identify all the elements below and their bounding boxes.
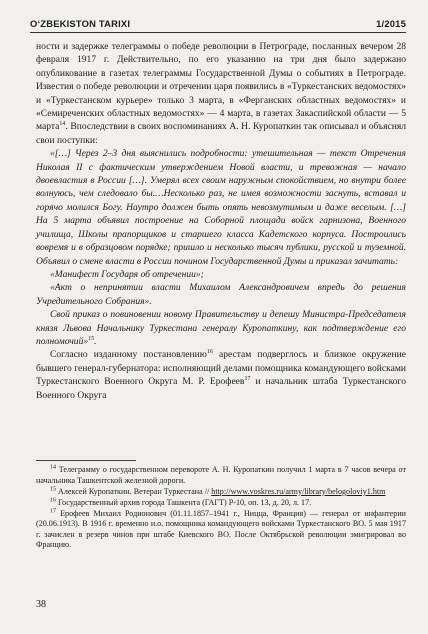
- paragraph: Согласно изданному постановлению$^{16}$ арестам подверглось и близкое окружение бывшего генерал-губернатора: исполняющий делами помощника командующего войсками Туркестанского Военного Округа М. Р. Ерофеев$^{17}$ и начальник штаба Туркестанского Военного Округа: [36, 349, 406, 401]
- quote-paragraph: «Манифест Государя об отречении»;: [50, 268, 204, 280]
- footnote: $^{16}$ Государственный архив города Ташкента (ГАГТ) Р-10, оп. 13, д. 20, л. 17.: [50, 496, 312, 507]
- footnote: $^{17}$ Ерофеев Михаил Родионович (01.11.1857–1941 г., Ницца, Франция) — генерал от инфантерии (20.06.1913). В 1916 г. временно и.о. помощника командующего войсками Туркестанского ВО. 5 мая 1917 г. зачислен в резерв чинов при штабе Киевского ВО. После Октябрьской революции эмигрировал во Францию.: [36, 507, 406, 549]
- footnote-rule: [36, 460, 136, 461]
- main-text: [36, 40, 406, 402]
- journal-title: O‘ZBEKISTON TARIXI: [30, 18, 131, 29]
- quote-paragraph: «Акт о непринятии власти Михаилом Александровичем впредь до решения Учредительного Собрания».: [36, 282, 406, 307]
- paragraph: ности и задержке телеграммы о победе революции в Петрограде, посланных вечером 28 февраля 1917 г. Действительно, по его указанию на три дня было задержано опубликование в газетах телеграммы Государственной Думы о событиях в Петрограде. Известия о победе революции и отречении царя появились в «Туркестанских ведомостях» и «Туркестанском курьере» только 3 марта, в «Ферганских областных ведомостях» и «Семиреченских областных ведомостях» — 4 марта, в газетах Закаспийской области — 5 марта$^{14}$. Впоследствии в своих воспоминаниях А. Н. Куропаткин так описывал и объяснял свои поступки:: [36, 41, 406, 146]
- footnote: $^{15}$ Алексей Куропаткин. Ветеран Туркестана // http://www.voskres.ru/army/library/belogoloviy1.htm: [50, 485, 386, 496]
- issue-number: 1/2015: [376, 18, 406, 29]
- running-header: [30, 18, 406, 29]
- footnote-ref: 14: [59, 121, 66, 128]
- header-rule: [30, 32, 406, 33]
- quote-paragraph: Свой приказ о повиновении новому Правительству и депешу Министра-Председателя князя Львова Начальнику Туркестана генералу Куропаткину, как подтверждение его полномочий»$^{15}$.: [36, 309, 406, 347]
- footnote: $^{14}$ Телеграмму о государственном перевороте А. Н. Куропаткин получил 1 марта в 7 часов вечера от начальника Ташкентской железной дороги.: [36, 464, 406, 485]
- footnote-ref: 17: [244, 375, 251, 382]
- quote-paragraph: «[…] Через 2–3 дня выяснились подробности: утешительная — текст Отречения Николая II с фактическим утверждением Новой власти, и тревожная — начало двоевластия в России […]. Умерял всех своим наружным спокойствием, но внутри более волнуюсь, чем следовало бы.…Несколько раз, не имея возможности заснуть, вставал и горячо молился Богу. Наутро должен быть опять невозмутимым и даже веселым. […] На 5 марта объявил построение на Соборной площади войск гарнизона, Военного училища, Школы прапорщиков и старшего класса Кадетского корпуса. Построились вовремя и в образцовом порядке; пришло и несколько тысяч публики, русской и туземной. Объявил о смене власти в России почином Государственной Думы и приказал зачитать:: [36, 148, 406, 267]
- footnotes: [36, 465, 406, 551]
- footnote-ref: 16: [206, 349, 213, 356]
- footnote-link[interactable]: http://www.voskres.ru/army/library/belogoloviy1.htm: [211, 486, 386, 496]
- footnote-ref: 15: [88, 335, 95, 342]
- page-number: 38: [36, 599, 46, 610]
